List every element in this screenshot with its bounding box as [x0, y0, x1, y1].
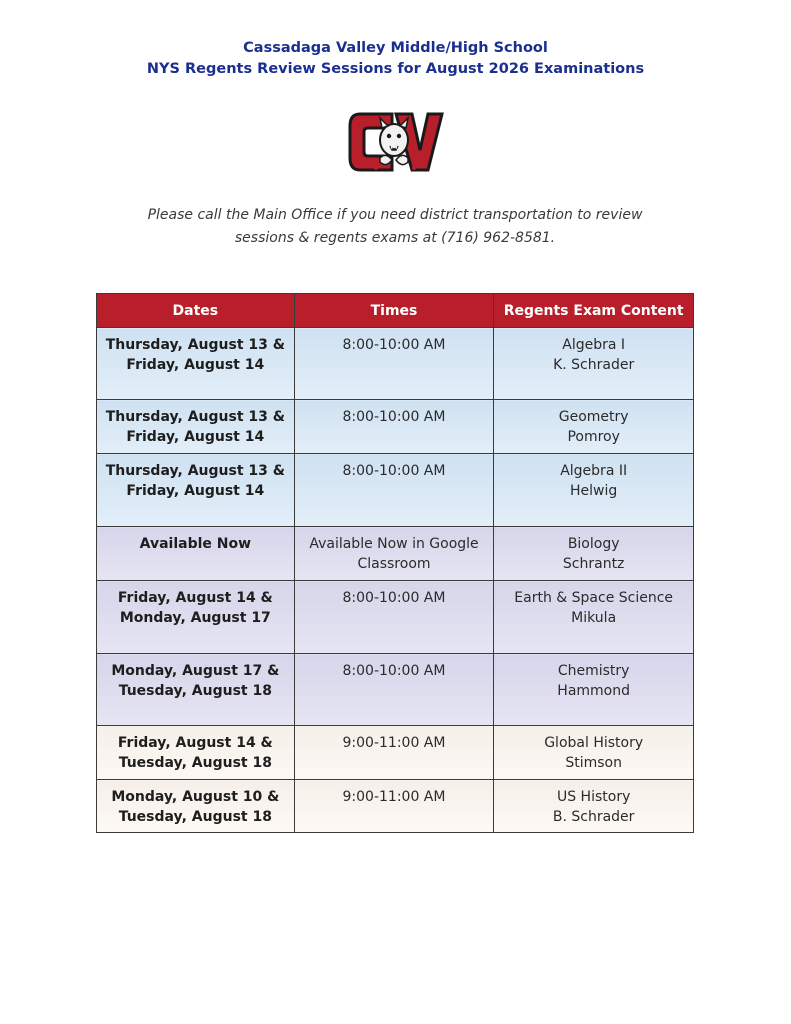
exam-content-cell — [494, 581, 694, 654]
document-title: NYS Regents Review Sessions for August 2026 Examinations — [146, 61, 645, 77]
date-line: Tuesday, August 18 — [118, 682, 272, 699]
teacher-name: K. Schrader — [553, 356, 635, 373]
date-line: Friday, August 14 — [126, 428, 265, 445]
notice-line-2: sessions & regents exams at (716) 962-8581. — [234, 230, 556, 246]
time-cell — [294, 726, 494, 780]
teacher-name: Pomroy — [567, 428, 620, 445]
exam-content-cell — [494, 454, 694, 527]
exam-content-cell — [494, 400, 694, 454]
document-header — [0, 38, 791, 80]
exam-content-cell — [494, 527, 694, 581]
date-line: Thursday, August 13 & — [105, 409, 285, 425]
column-header-dates: Dates — [97, 294, 295, 328]
date-line: Friday, August 14 & — [117, 590, 273, 606]
review-schedule-table — [96, 293, 694, 833]
table-row — [97, 328, 694, 400]
transportation-notice — [80, 204, 710, 250]
date-line: Tuesday, August 18 — [118, 754, 272, 771]
time-cell — [294, 581, 494, 654]
time-line: 8:00-10:00 AM — [342, 409, 446, 425]
school-name: Cassadaga Valley Middle/High School — [243, 40, 548, 56]
date-line: Tuesday, August 18 — [118, 808, 272, 825]
date-cell — [97, 780, 295, 833]
table-row — [97, 400, 694, 454]
teacher-name: Stimson — [565, 754, 622, 771]
table-header-row — [97, 294, 694, 328]
exam-content-cell — [494, 726, 694, 780]
teacher-name: Hammond — [557, 682, 631, 699]
table-row — [97, 527, 694, 581]
date-cell — [97, 454, 295, 527]
time-line: 9:00-11:00 AM — [342, 789, 446, 805]
date-cell — [97, 726, 295, 780]
column-header-times: Times — [294, 294, 494, 328]
table-row — [97, 581, 694, 654]
date-cell — [97, 527, 295, 581]
table-row — [97, 454, 694, 527]
date-line: Monday, August 17 — [119, 609, 271, 626]
school-logo — [346, 106, 444, 178]
column-header-exam-content: Regents Exam Content — [494, 294, 694, 328]
exam-name: Chemistry — [557, 663, 630, 679]
date-line: Thursday, August 13 & — [105, 463, 285, 479]
time-cell — [294, 527, 494, 581]
time-line: 9:00-11:00 AM — [342, 735, 446, 751]
time-cell — [294, 654, 494, 726]
exam-content-cell — [494, 780, 694, 833]
exam-name: Earth & Space Science — [514, 590, 674, 606]
cv-wildcat-logo — [346, 106, 444, 178]
teacher-name: Schrantz — [562, 555, 625, 572]
teacher-name: Helwig — [570, 482, 618, 499]
time-line: 8:00-10:00 AM — [342, 590, 446, 606]
date-line: Friday, August 14 — [126, 356, 265, 373]
time-cell — [294, 454, 494, 527]
exam-name: Global History — [544, 735, 644, 751]
time-cell — [294, 780, 494, 833]
exam-content-cell — [494, 328, 694, 400]
time-line: 8:00-10:00 AM — [342, 663, 446, 679]
date-line: Friday, August 14 — [126, 482, 265, 499]
teacher-name: Mikula — [571, 609, 617, 626]
exam-name: US History — [556, 789, 631, 805]
date-cell — [97, 654, 295, 726]
time-cell — [294, 400, 494, 454]
exam-name: Biology — [567, 536, 620, 552]
time-line: Available Now in Google — [309, 536, 479, 552]
time-cell — [294, 328, 494, 400]
date-line: Monday, August 17 & — [111, 663, 280, 679]
table-row — [97, 780, 694, 833]
time-line: 8:00-10:00 AM — [342, 463, 446, 479]
exam-name: Algebra I — [562, 337, 626, 353]
date-cell — [97, 328, 295, 400]
exam-content-cell — [494, 654, 694, 726]
exam-name: Algebra II — [560, 463, 628, 479]
date-cell — [97, 400, 295, 454]
time-line: Classroom — [357, 555, 431, 572]
notice-line-1: Please call the Main Office if you need district transportation to review — [147, 207, 643, 223]
date-line: Friday, August 14 & — [117, 735, 273, 751]
table-row — [97, 654, 694, 726]
table-row — [97, 726, 694, 780]
date-cell — [97, 581, 295, 654]
date-line: Thursday, August 13 & — [105, 337, 285, 353]
date-line: Monday, August 10 & — [111, 789, 280, 805]
date-line: Available Now — [139, 536, 252, 552]
exam-name: Geometry — [558, 409, 629, 425]
time-line: 8:00-10:00 AM — [342, 337, 446, 353]
teacher-name: B. Schrader — [552, 808, 635, 825]
